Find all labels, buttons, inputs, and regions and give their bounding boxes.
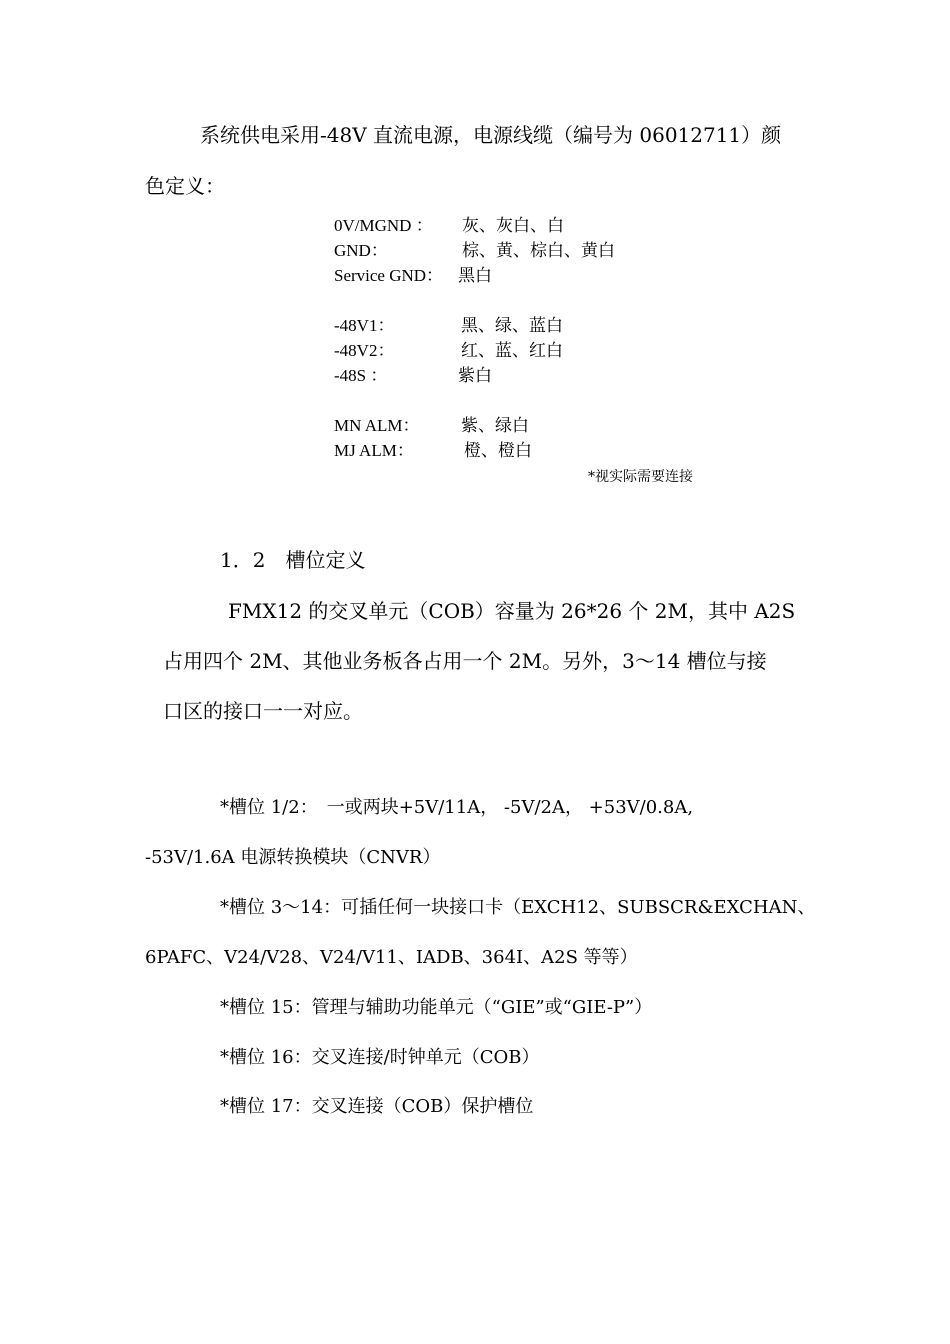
section-para-line-1: FMX12 的交叉单元（COB）容量为 26*26 个 2M，其中 A2S (228, 599, 796, 623)
color-row-mn-alm (334, 414, 529, 438)
intro-line-2: 色定义： (145, 174, 225, 198)
color-row-value: 红、蓝、红白 (461, 341, 563, 360)
color-row-value: 黑白 (458, 266, 492, 285)
color-row-0v-mgnd (334, 214, 564, 238)
color-row-label: MN ALM： (334, 416, 420, 435)
color-row-value: 紫白 (458, 366, 492, 385)
color-row-gnd (334, 239, 615, 263)
color-row-value: 橙、橙白 (464, 441, 532, 460)
connection-note: *视实际需要连接 (588, 469, 693, 485)
slot-1-2-line-1: *槽位 1/2： 一或两块+5V/11A， -5V/2A， +53V/0.8A, (220, 797, 694, 818)
slot-16: *槽位 16：交叉连接/时钟单元（COB） (220, 1047, 540, 1068)
color-row-label: -48V1： (334, 316, 395, 335)
color-row-label: MJ ALM： (334, 441, 414, 460)
section-heading: 1．2 槽位定义 (220, 548, 366, 572)
color-row-label: Service GND： (334, 266, 444, 285)
section-para-line-2: 占用四个 2M、其他业务板各占用一个 2M。另外，3～14 槽位与接 (163, 649, 767, 673)
color-row-value: 棕、黄、棕白、黄白 (462, 241, 615, 260)
color-row-label: -48V2： (334, 341, 395, 360)
slot-17: *槽位 17：交叉连接（COB）保护槽位 (220, 1096, 534, 1117)
color-row-label: -48S ： (334, 366, 388, 385)
color-row-mj-alm (334, 439, 532, 463)
color-row-48v1 (334, 314, 563, 338)
color-row-value: 灰、灰白、白 (462, 216, 564, 235)
slot-1-2-line-2: -53V/1.6A 电源转换模块（CNVR） (145, 847, 441, 868)
color-row-48s (334, 364, 492, 388)
color-row-value: 黑、绿、蓝白 (461, 316, 563, 335)
intro-line-1: 系统供电采用-48V 直流电源，电源线缆（编号为 06012711）颜 (200, 123, 782, 147)
slot-3-14-line-1: *槽位 3～14：可插任何一块接口卡（EXCH12、SUBSCR&EXCHAN、 (220, 897, 816, 918)
color-row-label: GND： (334, 241, 388, 260)
slot-15: *槽位 15：管理与辅助功能单元（“GIE”或“GIE-P”） (220, 997, 653, 1018)
color-row-service-gnd (334, 264, 492, 288)
color-row-label: 0V/MGND ： (334, 216, 433, 235)
slot-3-14-line-2: 6PAFC、V24/V28、V24/V11、IADB、364I、A2S 等等） (145, 947, 638, 968)
section-para-line-3: 口区的接口一一对应。 (163, 699, 363, 723)
color-row-48v2 (334, 339, 563, 363)
color-row-value: 紫、绿白 (461, 416, 529, 435)
